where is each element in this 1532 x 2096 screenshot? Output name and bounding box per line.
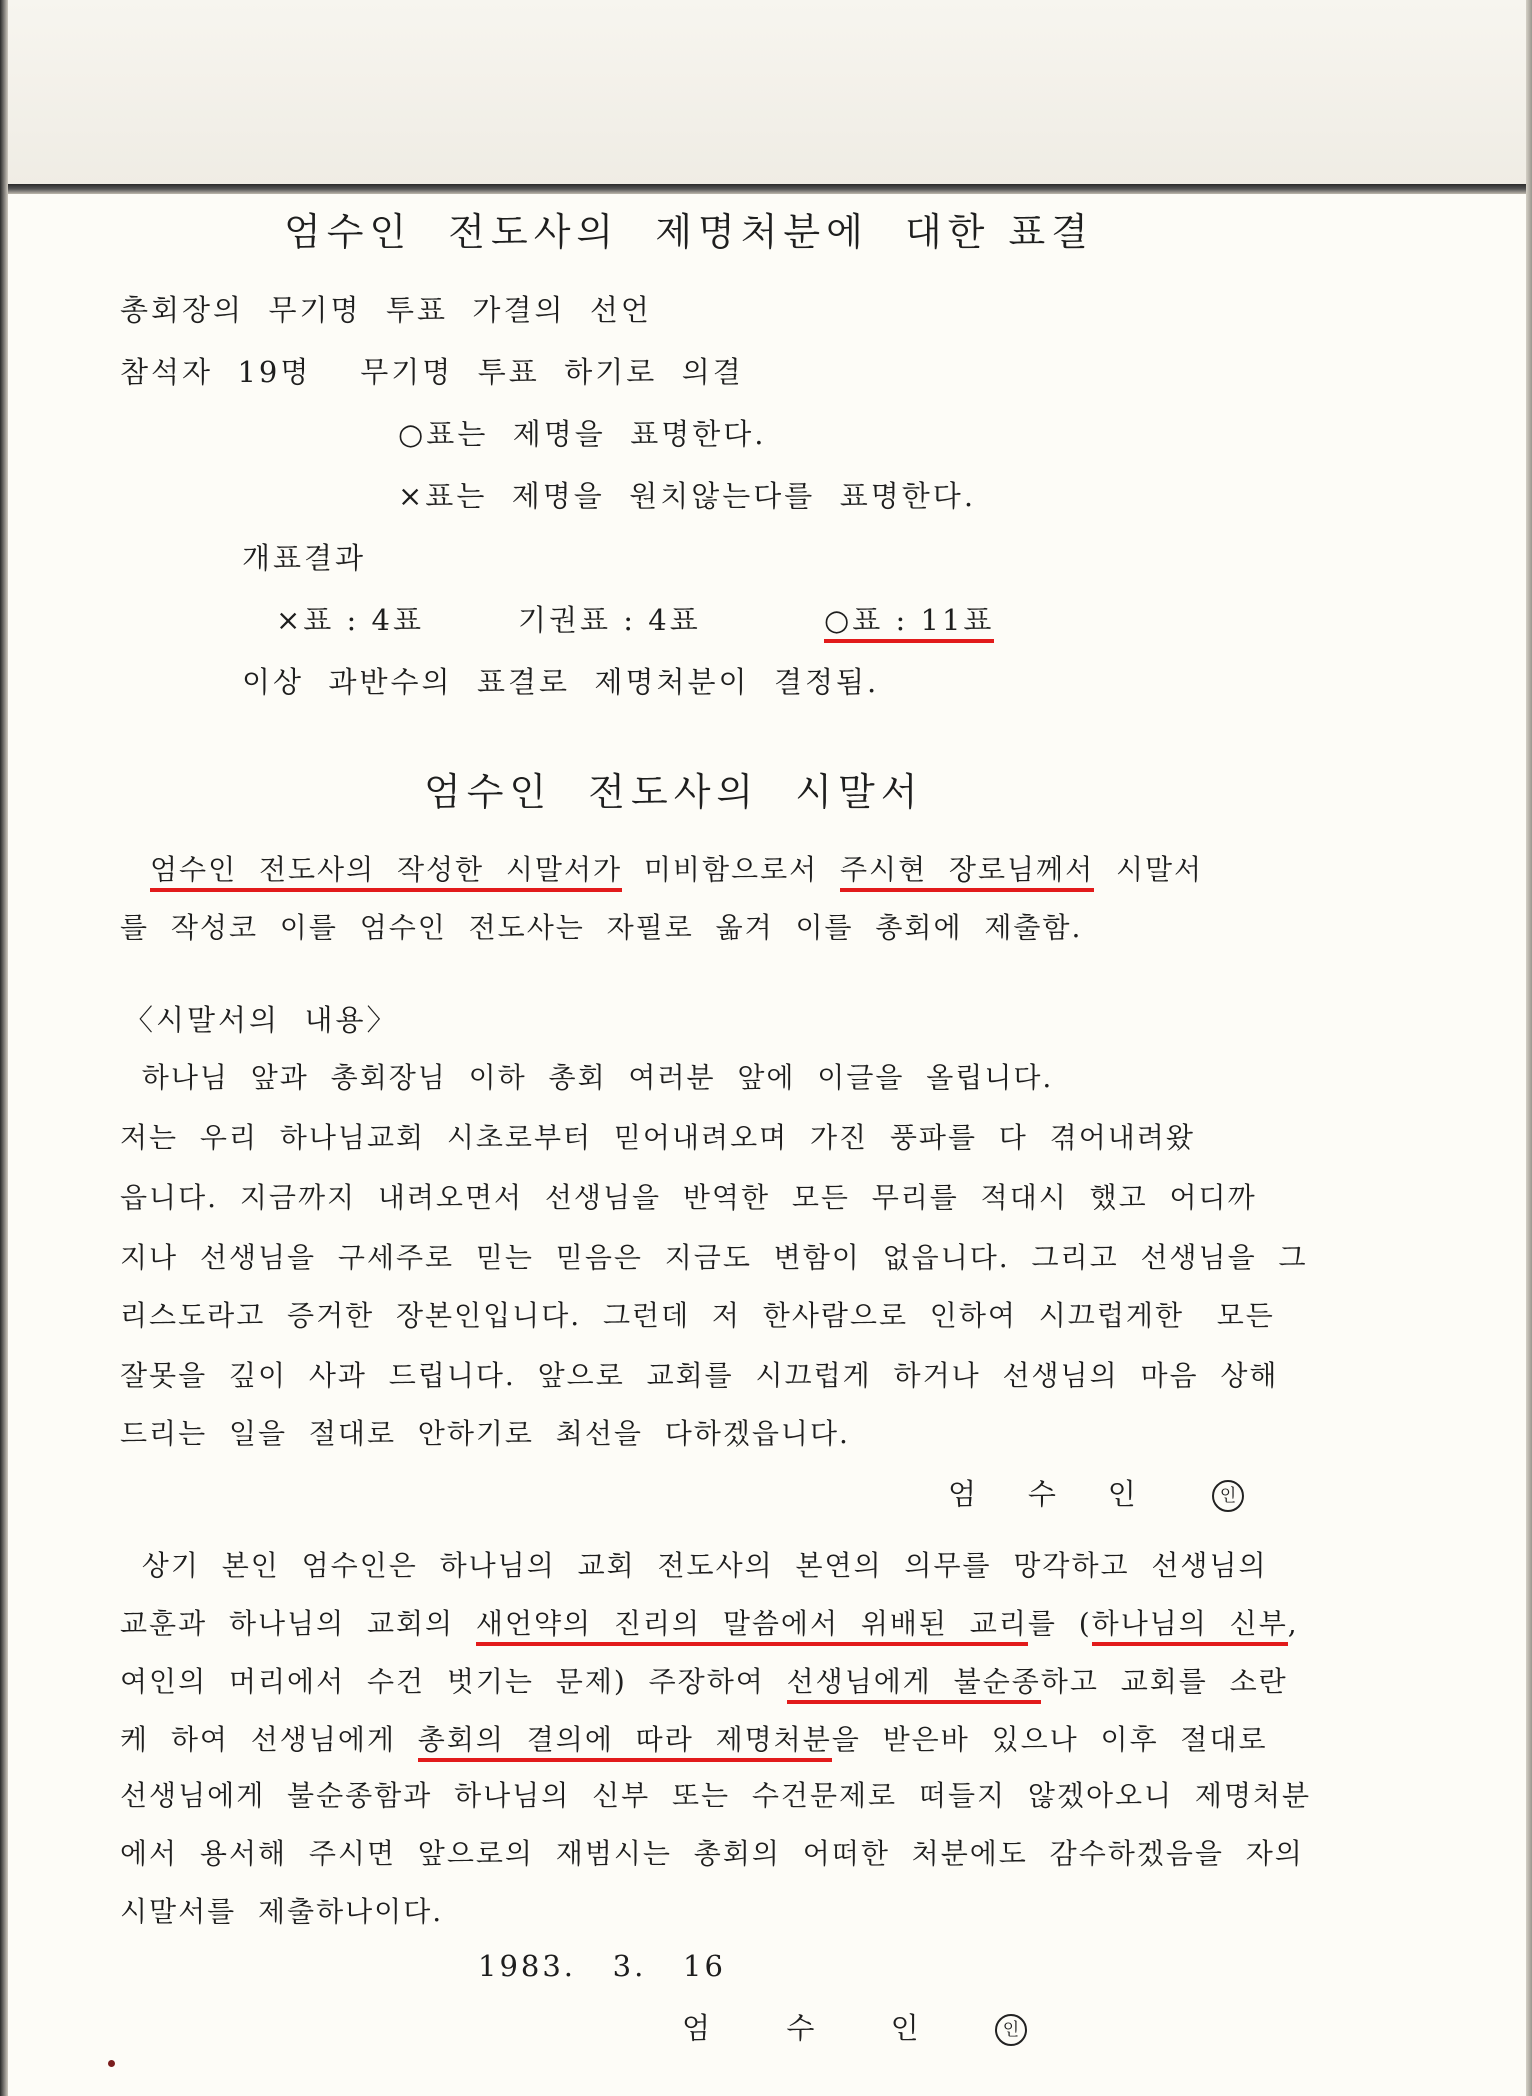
statement-underline: 선생님에게 불순종 [787,1665,1041,1704]
statement-line-4 [120,1720,1268,1760]
signer-name: 엄 수 인 [948,1477,1139,1511]
statement-underline: 하나님의 신부 [1092,1607,1288,1646]
letter-line: 저는 우리 하나님교회 시초로부터 믿어내려오며 가진 풍파를 다 겪어내려왔 [120,1121,1195,1154]
x-vote-description: ×표는 제명을 원치않는다를 표명한다. [398,479,977,513]
intro-text-2: 시말서 [1094,853,1204,886]
page-right-edge [1526,0,1532,2096]
intro-line-1 [150,850,1203,890]
statement-text: 케 하여 선생님에게 [120,1723,418,1756]
decision-line: 이상 과반수의 표결로 제명처분이 결정됨. [242,665,880,699]
o-vote-description: ○표는 제명을 표명한다. [398,417,767,451]
statement-text: 를 ( [1027,1607,1092,1640]
seal-stamp: 인 [1212,1480,1244,1512]
o-vote-count-underlined: ○표 : 11표 [824,603,994,643]
signer-name-2: 엄 수 인 [682,2011,922,2045]
intro-line-2: 를 작성코 이를 엄수인 전도사는 자필로 옮겨 이를 총회에 제출함. [120,911,1083,944]
statement-line-6: 에서 용서해 주시면 앞으로의 재범시는 총회의 어떠한 처분에도 감수하겠음을 자의 [120,1837,1304,1870]
statement-line-2 [120,1604,1299,1644]
letter-line: 읍니다. 지금까지 내려오면서 선생님을 반역한 모든 무리를 적대시 했고 어디까 [120,1181,1257,1214]
count-header: 개표결과 [242,541,367,575]
page-top-background [0,0,1532,190]
letter-line: 잘못을 깊이 사과 드립니다. 앞으로 교회를 시끄럽게 하거나 선생님의 마음 상해 [120,1359,1279,1392]
statement-text: 교훈과 하나님의 교회의 [120,1607,476,1640]
intro-underline-2: 주시현 장로님께서 [840,853,1094,892]
content-header: 〈시말서의 내용〉 [124,1003,399,1037]
vote-declaration: 총회장의 무기명 투표 가결의 선언 [120,293,652,327]
statement-line-1: 상기 본인 엄수인은 하나님의 교회 전도사의 본연의 의무를 망각하고 선생님의 [120,1549,1268,1582]
page-left-edge [0,0,8,2096]
final-signature [682,2008,1027,2048]
statement-text: 하고 교회를 소란 [1040,1665,1288,1698]
date-line: 1983. 3. 16 [478,1949,726,1983]
abstain-count: 기권표 : 4표 [518,603,701,637]
x-vote-count: ×표 : 4표 [276,603,424,637]
statement-text: , [1287,1607,1299,1640]
seal-stamp-2: 인 [995,2014,1027,2046]
attendees-line: 참석자 19명 무기명 투표 하기로 의결 [120,355,744,389]
letter-line: 지나 선생님을 구세주로 믿는 믿음은 지금도 변함이 없읍니다. 그리고 선생님을 그 [120,1241,1308,1274]
statement-line-5: 선생님에게 불순종함과 하나님의 신부 또는 수건문제로 떠들지 않겠아오니 제명처분 [120,1779,1312,1812]
statement-text: 을 받은바 있으나 이후 절대로 [831,1723,1268,1756]
statement-line-3 [120,1662,1288,1702]
intro-underline-1: 엄수인 전도사의 작성한 시말서가 [150,853,622,892]
letter-line: 하나님 앞과 총회장님 이하 총회 여러분 앞에 이글을 올립니다. [120,1061,1054,1094]
statement-title: 엄수인 전도사의 시말서 [424,770,924,814]
letter-line: 리스도라고 증거한 장본인입니다. 그런데 저 한사람으로 인하여 시끄럽게한 모든 [120,1299,1275,1332]
letter-signature [948,1474,1244,1514]
statement-underline: 총회의 결의에 따라 제명처분 [418,1723,832,1762]
statement-line-7: 시말서를 제출하나이다. [120,1895,444,1928]
statement-text: 여인의 머리에서 수건 벗기는 문제) 주장하여 [120,1665,787,1698]
letter-line: 드리는 일을 절대로 안하기로 최선을 다하겠읍니다. [120,1417,850,1450]
vote-title: 엄수인 전도사의 제명처분에 대한 표결 [284,210,1094,254]
intro-text-1: 미비함으로서 [622,853,840,886]
ink-mark [108,2060,115,2067]
page-fold-edge [0,184,1532,194]
statement-underline: 새언약의 진리의 말씀에서 위배된 교리 [476,1607,1028,1646]
o-vote-count [824,600,994,640]
